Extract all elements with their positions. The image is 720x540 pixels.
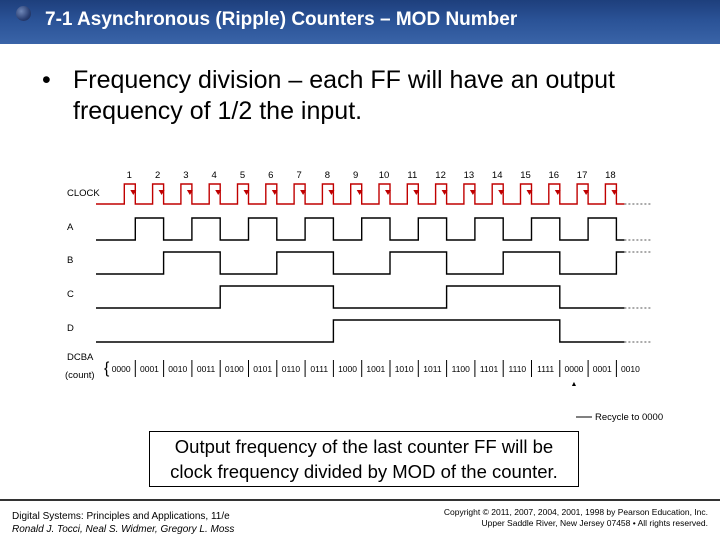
callout-line-1: Output frequency of the last counter FF will be (174, 436, 554, 457)
recycle-legend-text: Recycle to 0000 (595, 412, 664, 423)
dcba-label: DCBA (67, 352, 94, 363)
count-value: 0011 (196, 364, 216, 374)
pulse-number: 9 (353, 170, 359, 181)
recycle-marker-icon: ▲ (570, 381, 578, 388)
count-value: 1011 (423, 364, 442, 374)
count-value: 0101 (253, 364, 273, 374)
pulse-number: 11 (407, 170, 418, 181)
count-value: 0010 (168, 364, 188, 374)
bullet-dot-icon: • (42, 66, 51, 94)
footer-authors: Ronald J. Tocci, Neal S. Widmer, Gregory L. Moss (12, 524, 235, 535)
count-value: 0100 (224, 364, 244, 374)
waveform-a (96, 218, 624, 240)
pulse-number: 13 (463, 170, 475, 181)
pulse-number: 18 (605, 170, 616, 181)
count-value: 1110 (508, 364, 527, 374)
pulse-number: 15 (520, 170, 531, 181)
count-value: 1111 (537, 364, 555, 374)
count-value: 0000 (111, 364, 131, 374)
count-value: 1000 (338, 364, 358, 374)
callout-line-2: clock frequency divided by MOD of the counter. (170, 461, 558, 482)
count-value: 1100 (451, 364, 470, 374)
footer-divider (0, 499, 720, 501)
footer-copyright: Copyright © 2011, 2007, 2004, 2001, 1998 by Pearson Education, Inc. (443, 507, 708, 517)
pulse-number: 3 (183, 170, 189, 181)
pulse-number: 14 (491, 170, 503, 181)
pulse-number: 4 (211, 170, 217, 181)
count-value: 0111 (310, 364, 329, 374)
count-value: 0110 (281, 364, 301, 374)
pulse-number: 6 (268, 170, 274, 181)
pulse-number: 12 (435, 170, 446, 181)
footer-address: Upper Saddle River, New Jersey 07458 • All rights reserved. (481, 518, 708, 528)
count-value: 1001 (366, 364, 386, 374)
signal-label-a: A (67, 222, 74, 233)
count-value: 0010 (620, 364, 640, 374)
slide-title: 7-1 Asynchronous (Ripple) Counters – MOD Number (45, 9, 518, 30)
pulse-number: 7 (296, 170, 302, 181)
pulse-number: 10 (378, 170, 390, 181)
count-value: 0001 (139, 364, 159, 374)
callout-box (149, 431, 579, 487)
pulse-number: 17 (576, 170, 588, 181)
title-bar (0, 0, 720, 44)
title-bullet-icon (16, 6, 31, 21)
waveform-c (96, 286, 624, 308)
count-value: 0000 (564, 364, 584, 374)
signal-label-c: C (67, 289, 74, 300)
footer-right (444, 507, 708, 529)
pulse-number: 5 (239, 170, 246, 181)
count-value: 0001 (592, 364, 612, 374)
signal-label-clock: CLOCK (67, 188, 100, 199)
count-value: 1101 (479, 364, 499, 374)
pulse-number: 16 (548, 170, 560, 181)
footer-left (12, 510, 234, 536)
timing-diagram (0, 160, 720, 428)
waveform-b (96, 252, 624, 274)
pulse-number: 1 (126, 170, 132, 181)
bullet-text: Frequency division – each FF will have an output frequency of 1/2 the input. (73, 66, 615, 125)
signal-label-d: D (67, 323, 74, 334)
signal-label-b: B (67, 255, 74, 266)
count-value: 1010 (394, 364, 414, 374)
footer-book-title: Digital Systems: Principles and Applications, 11/e (12, 511, 230, 522)
count-bracket: { (104, 360, 110, 377)
pulse-number: 8 (324, 170, 331, 181)
waveform-d (96, 320, 624, 342)
count-label: (count) (65, 370, 95, 381)
pulse-number: 2 (154, 170, 161, 181)
